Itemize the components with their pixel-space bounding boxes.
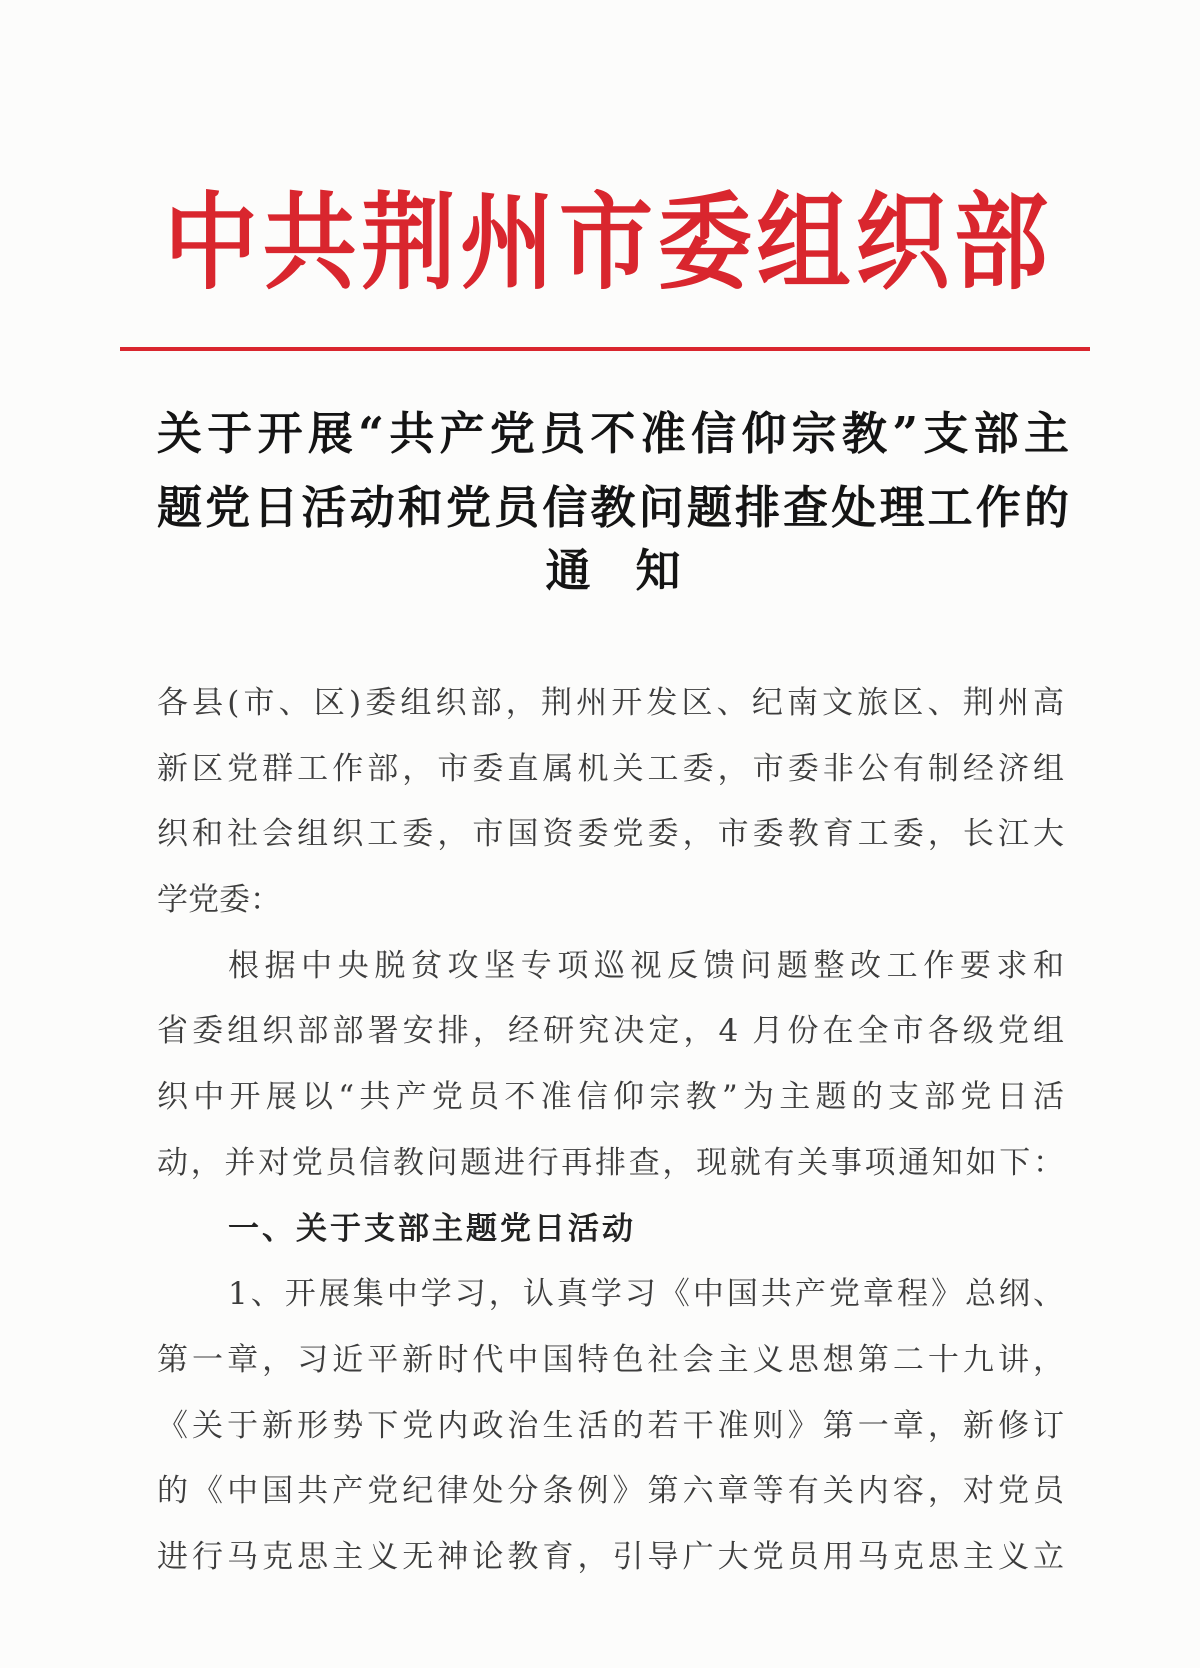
paragraph1-line-3: 织中开展以“共产党员不准信仰宗教”为主题的支部党日活 [157,1079,1064,1116]
item1-line-5: 进行马克思主义无神论教育，引导广大党员用马克思主义立 [157,1538,1064,1575]
item1-line-3: 《关于新形势下党内政治生活的若干准则》第一章，新修订 [157,1407,1064,1444]
item1-line-2: 第一章，习近平新时代中国特色社会主义思想第二十九讲， [157,1341,1064,1378]
paragraph1-line-1: 根据中央脱贫攻坚专项巡视反馈问题整改工作要求和 [228,947,1064,984]
document-body [157,671,1064,1591]
issuing-org-header: 中共荆州市委组织部 [164,181,1048,305]
document-title-line-3: 通 知 [545,544,681,597]
document-title-line-1: 关于开展“共产党员不准信仰宗教”支部主 [157,407,1069,460]
paragraph1-line-4: 动，并对党员信教问题进行再排查，现就有关事项通知如下： [157,1144,1064,1181]
addressee-line-3: 织和社会组织工委，市国资委党委，市委教育工委，长江大 [157,816,1064,853]
addressee-line-2: 新区党群工作部，市委直属机关工委，市委非公有制经济组 [157,750,1064,787]
addressee-line-4: 学党委： [157,882,281,919]
paragraph1-line-2: 省委组织部部署安排，经研究决定，4 月份在全市各级党组 [157,1013,1064,1050]
document-title-line-2: 题党日活动和党员信教问题排查处理工作的 [157,481,1069,534]
addressee-line-1: 各县(市、区)委组织部，荆州开发区、纪南文旅区、荆州高 [157,685,1064,721]
item1-line-1: 1、开展集中学习，认真学习《中国共产党章程》总纲、 [228,1276,1064,1313]
item1-line-4: 的《中国共产党纪律处分条例》第六章等有关内容，对党员 [157,1473,1064,1510]
red-separator-line [120,347,1090,351]
section1-heading: 一、关于支部主题党日活动 [228,1210,636,1247]
